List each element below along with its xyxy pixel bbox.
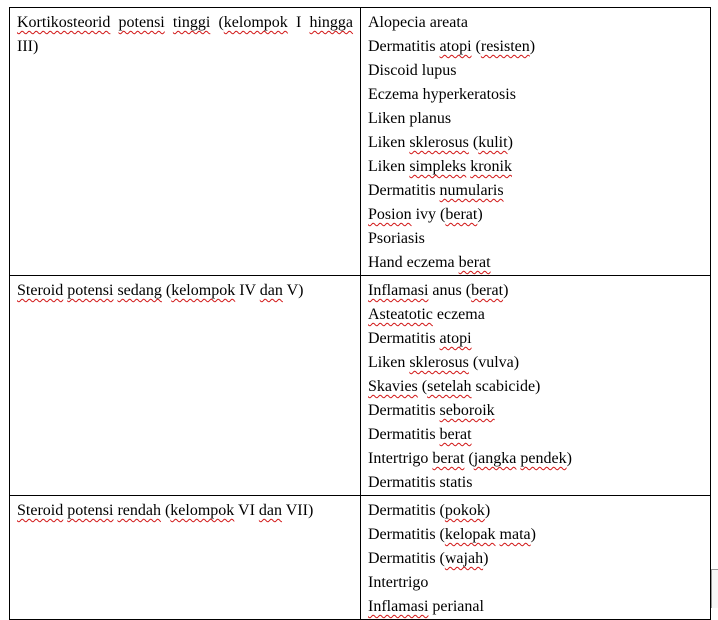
condition-item: Liken planus xyxy=(368,110,452,127)
condition-item: Intertrigo xyxy=(368,574,429,591)
condition-item: Eczema hyperkeratosis xyxy=(368,86,516,103)
condition-item: Dermatitis seboroik xyxy=(368,402,495,419)
condition-item: Dermatitis numularis xyxy=(368,182,504,199)
category-text: Steroid potensi sedang (kelompok IV dan V) xyxy=(17,282,304,299)
conditions-cell xyxy=(361,496,711,620)
category-cell xyxy=(10,276,361,496)
category-text: Kortikosteorid potensi tinggi (kelompok I hingga III) xyxy=(17,14,354,55)
table-body xyxy=(10,8,711,620)
condition-item: Dermatitis berat xyxy=(368,426,472,443)
condition-item: Dermatitis (pokok) xyxy=(368,502,491,519)
steroid-potency-table xyxy=(9,7,711,620)
conditions-cell xyxy=(361,8,711,276)
condition-item: Liken sklerosus (vulva) xyxy=(368,354,520,371)
condition-item: Skavies (setelah scabicide) xyxy=(368,378,541,395)
condition-item: Dermatitis statis xyxy=(368,474,473,491)
condition-item: Intertrigo berat (jangka pendek) xyxy=(368,450,572,467)
category-cell xyxy=(10,8,361,276)
condition-item: Asteatotic eczema xyxy=(368,306,485,323)
condition-item: Discoid lupus xyxy=(368,62,457,79)
scrollbar-corner xyxy=(711,569,718,608)
condition-item: Dermatitis atopi xyxy=(368,330,472,347)
condition-item: Inflamasi anus (berat) xyxy=(368,282,509,299)
table-row xyxy=(10,276,711,496)
condition-item: Dermatitis atopi (resisten) xyxy=(368,38,536,55)
table-row xyxy=(10,496,711,620)
condition-item: Dermatitis (wajah) xyxy=(368,550,489,567)
condition-item: Alopecia areata xyxy=(368,14,468,31)
category-text: Steroid potensi rendah (kelompok VI dan VII) xyxy=(17,502,314,519)
condition-item: Posion ivy (berat) xyxy=(368,206,483,223)
condition-item: Dermatitis (kelopak mata) xyxy=(368,526,536,543)
condition-item: Liken sklerosus (kulit) xyxy=(368,134,513,151)
conditions-cell xyxy=(361,276,711,496)
condition-item: Psoriasis xyxy=(368,230,425,247)
table-row xyxy=(10,8,711,276)
condition-item: Inflamasi perianal xyxy=(368,598,484,615)
category-cell xyxy=(10,496,361,620)
condition-item: Liken simpleks kronik xyxy=(368,158,512,175)
condition-item: Hand eczema berat xyxy=(368,254,491,271)
